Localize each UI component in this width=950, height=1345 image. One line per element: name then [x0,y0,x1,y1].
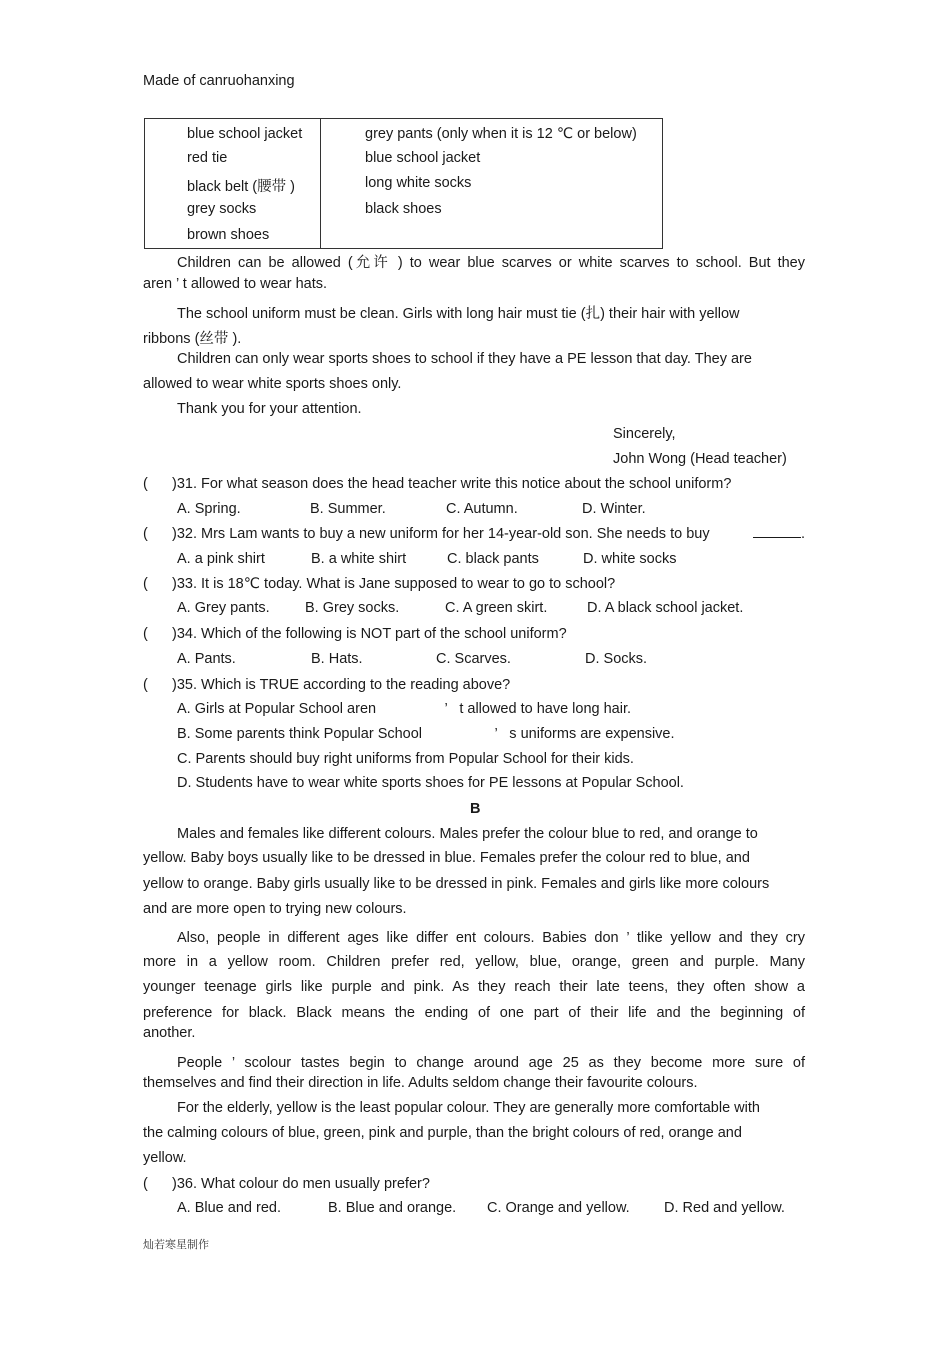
question-stem: )34. Which of the following is NOT part of the school uniform? [172,626,567,642]
table-cell: black belt (腰带 ) [187,179,295,195]
question-stem: )31. For what season does the head teacher write this notice about the school uniform? [172,476,732,492]
answer-option: B. a white shirt [311,551,407,567]
answer-option: B. Hats. [311,651,363,667]
question-stem [172,526,710,542]
document-header: Made of canruohanxing [143,73,295,89]
table-cell: black shoes [365,201,442,217]
answer-option: B. Summer. [310,501,386,517]
table-cell: grey socks [187,201,257,217]
notice-paragraph: Thank you for your attention. [177,401,362,417]
passage-line: Males and females like different colours. Males prefer the colour blue to red, and orange to [177,826,758,842]
section-title: B [470,801,481,817]
passage-line: yellow. [143,1150,187,1166]
table-cell: blue school jacket [365,150,481,166]
passage-line: yellow. Baby boys usually like to be dressed in blue. Females prefer the colour red to blue, and [143,850,750,866]
notice-paragraph: Children can only wear sports shoes to school if they have a PE lesson that day. They are [177,351,752,367]
passage-line: the calming colours of blue, green, pink and purple, than the bright colours of red, orange and [143,1125,742,1141]
answer-option: B. Some parents think Popular School ’ s uniforms are expensive. [177,726,675,742]
answer-option: A. Pants. [177,651,236,667]
answer-option: C. Autumn. [446,501,518,517]
answer-bracket: ( [143,1176,148,1192]
passage-line: themselves and find their direction in life. Adults seldom change their favourite colours. [143,1075,698,1091]
passage-line: preference for black. Black means the ending of one part of their life and the beginning of [143,1005,805,1021]
table-cell: brown shoes [187,227,270,243]
answer-option: D. Winter. [582,501,646,517]
question-stem: )35. Which is TRUE according to the reading above? [172,677,511,693]
table-divider [320,119,321,248]
notice-paragraph: aren ’ t allowed to wear hats. [143,276,328,292]
answer-option: C. Scarves. [436,651,511,667]
answer-option: D. Students have to wear white sports shoes for PE lessons at Popular School. [177,775,684,791]
answer-bracket: ( [143,476,148,492]
notice-paragraph: ribbons (丝带 ). [143,331,242,347]
answer-blank [749,526,805,542]
answer-bracket: ( [143,677,148,693]
table-cell: blue school jacket [187,126,303,142]
notice-paragraph: The school uniform must be clean. Girls with long hair must tie (扎) their hair with yellow [177,306,740,322]
answer-option: A. Blue and red. [177,1200,281,1216]
answer-option: D. A black school jacket. [587,600,744,616]
answer-option: B. Blue and orange. [328,1200,457,1216]
question-stem: )36. What colour do men usually prefer? [172,1176,430,1192]
answer-option: A. Spring. [177,501,241,517]
stem-period: . [801,526,806,542]
passage-line: Also, people in different ages like differ ent colours. Babies don ’ tlike yellow and they cry [177,930,805,946]
passage-line: and are more open to trying new colours. [143,901,407,917]
notice-paragraph: Children can be allowed (允许 ) to wear blue scarves or white scarves to school. But they [177,255,805,271]
answer-option: D. Red and yellow. [664,1200,785,1216]
answer-option: B. Grey socks. [305,600,400,616]
answer-option: D. Socks. [585,651,648,667]
table-cell: red tie [187,150,228,166]
passage-line: For the elderly, yellow is the least popular colour. They are generally more comfortable with [177,1100,760,1116]
answer-bracket: ( [143,576,148,592]
letter-closing: Sincerely, [613,426,676,442]
letter-signature: John Wong (Head teacher) [613,451,787,467]
answer-option: A. a pink shirt [177,551,265,567]
passage-line: another. [143,1025,196,1041]
answer-option: C. black pants [447,551,539,567]
answer-option: D. white socks [583,551,677,567]
answer-option: C. A green skirt. [445,600,548,616]
passage-line: yellow to orange. Baby girls usually like to be dressed in pink. Females and girls like more colours [143,876,770,892]
answer-option: A. Grey pants. [177,600,270,616]
table-cell: long white socks [365,175,472,191]
answer-option: C. Parents should buy right uniforms from Popular School for their kids. [177,751,634,767]
answer-bracket: ( [143,526,148,542]
question-stem-text: )32. Mrs Lam wants to buy a new uniform for her 14-year-old son. She needs to buy [172,526,710,542]
notice-paragraph: allowed to wear white sports shoes only. [143,376,402,392]
answer-option: C. Orange and yellow. [487,1200,630,1216]
answer-option: A. Girls at Popular School aren ’ t allowed to have long hair. [177,701,632,717]
document-footer: 灿若寒星制作 [143,1239,209,1251]
uniform-table [144,118,663,249]
answer-bracket: ( [143,626,148,642]
question-stem: )33. It is 18℃ today. What is Jane supposed to wear to go to school? [172,576,616,592]
blank-line [753,527,801,538]
passage-line: People ’ scolour tastes begin to change around age 25 as they become more sure of [177,1055,805,1071]
passage-line: more in a yellow room. Children prefer red, yellow, blue, orange, green and purple. Many [143,954,805,970]
passage-line: younger teenage girls like purple and pink. As they reach their late teens, they often show a [143,979,805,995]
table-cell: grey pants (only when it is 12 ℃ or below) [365,126,637,142]
